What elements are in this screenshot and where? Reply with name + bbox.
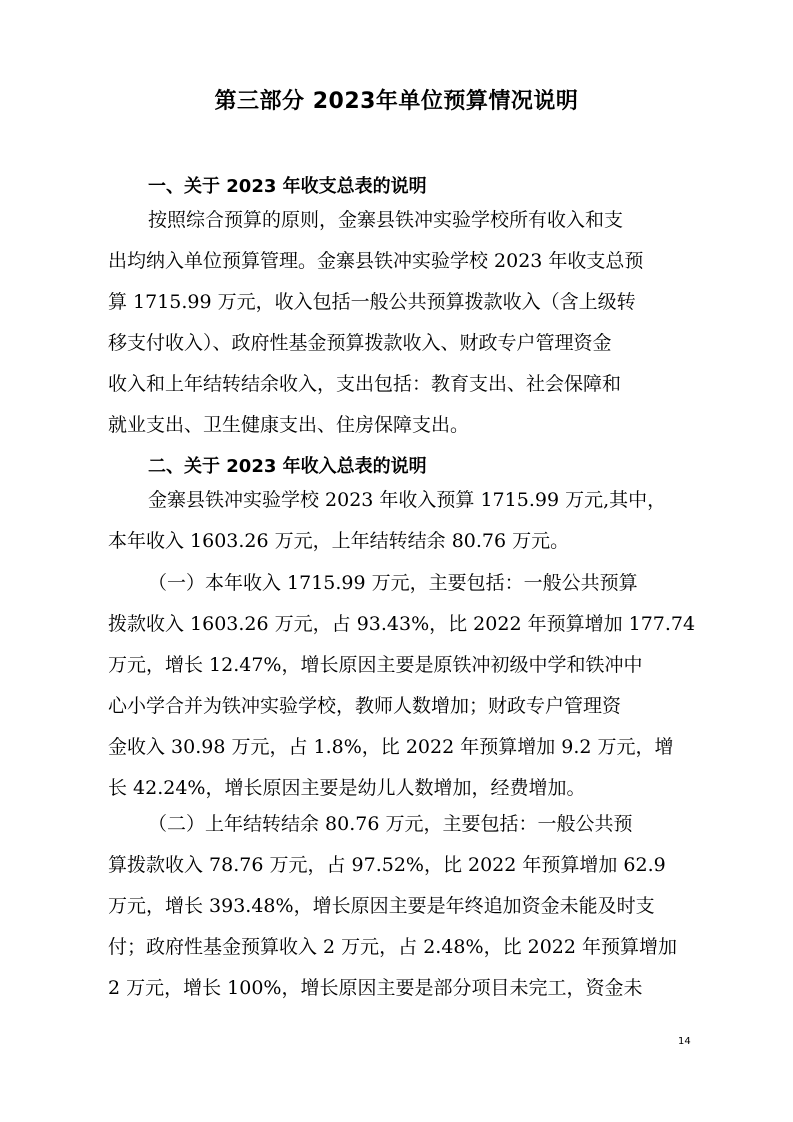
page-title: 第三部分 2023年单位预算情况说明	[214, 89, 579, 114]
text-line: （二）上年结转结余 80.76 万元，主要包括：一般公共预	[148, 813, 633, 835]
section-2-part-1	[108, 563, 696, 809]
text-line: 心小学合并为铁冲实验学校，教师人数增加；财政专户管理资	[108, 695, 622, 717]
page-number: 14	[678, 1036, 691, 1047]
text-line: 万元，增长 12.47%，增长原因主要是原铁冲初级中学和铁冲中	[108, 654, 643, 676]
text-line: （一）本年收入 1715.99 万元，主要包括：一般公共预算	[148, 572, 638, 594]
section-1-heading: 一、关于 2023 年收支总表的说明	[148, 176, 427, 197]
section-1-body	[108, 200, 690, 446]
text-line: 2 万元，增长 100%，增长原因主要是部分项目未完工，资金未	[108, 977, 643, 999]
text-line: 收入和上年结转结余收入，支出包括：教育支出、社会保障和	[108, 373, 622, 395]
text-line: 出均纳入单位预算管理。金寨县铁冲实验学校 2023 年收支总预	[108, 250, 644, 272]
text-line: 金寨县铁冲实验学校 2023 年收入预算 1715.99 万元,其中，	[148, 489, 667, 511]
section-2-part-2	[108, 804, 690, 1009]
text-line: 付；政府性基金预算收入 2 万元，占 2.48%，比 2022 年预算增加	[108, 936, 677, 958]
text-line: 就业支出、卫生健康支出、住房保障支出。	[108, 414, 470, 436]
text-line: 本年收入 1603.26 万元，上年结转结余 80.76 万元。	[108, 530, 570, 552]
section-2-heading: 二、关于 2023 年收入总表的说明	[148, 456, 427, 477]
text-line: 长 42.24%，增长原因主要是幼儿人数增加，经费增加。	[108, 777, 586, 799]
text-line: 移支付收入）、政府性基金预算拨款收入、财政专户管理资金	[108, 332, 612, 354]
text-line: 算 1715.99 万元，收入包括一般公共预算拨款收入（含上级转	[108, 291, 636, 313]
text-line: 拨款收入 1603.26 万元，占 93.43%，比 2022 年预算增加 177.74	[108, 613, 696, 635]
text-line: 万元，增长 393.48%，增长原因主要是年终追加资金未能及时支	[108, 895, 655, 917]
section-2-intro	[108, 480, 690, 562]
text-line: 算拨款收入 78.76 万元，占 97.52%，比 2022 年预算增加 62.9	[108, 854, 666, 876]
text-line: 金收入 30.98 万元，占 1.8%，比 2022 年预算增加 9.2 万元，增	[108, 736, 674, 758]
text-line: 按照综合预算的原则，金寨县铁冲实验学校所有收入和支	[148, 209, 624, 231]
